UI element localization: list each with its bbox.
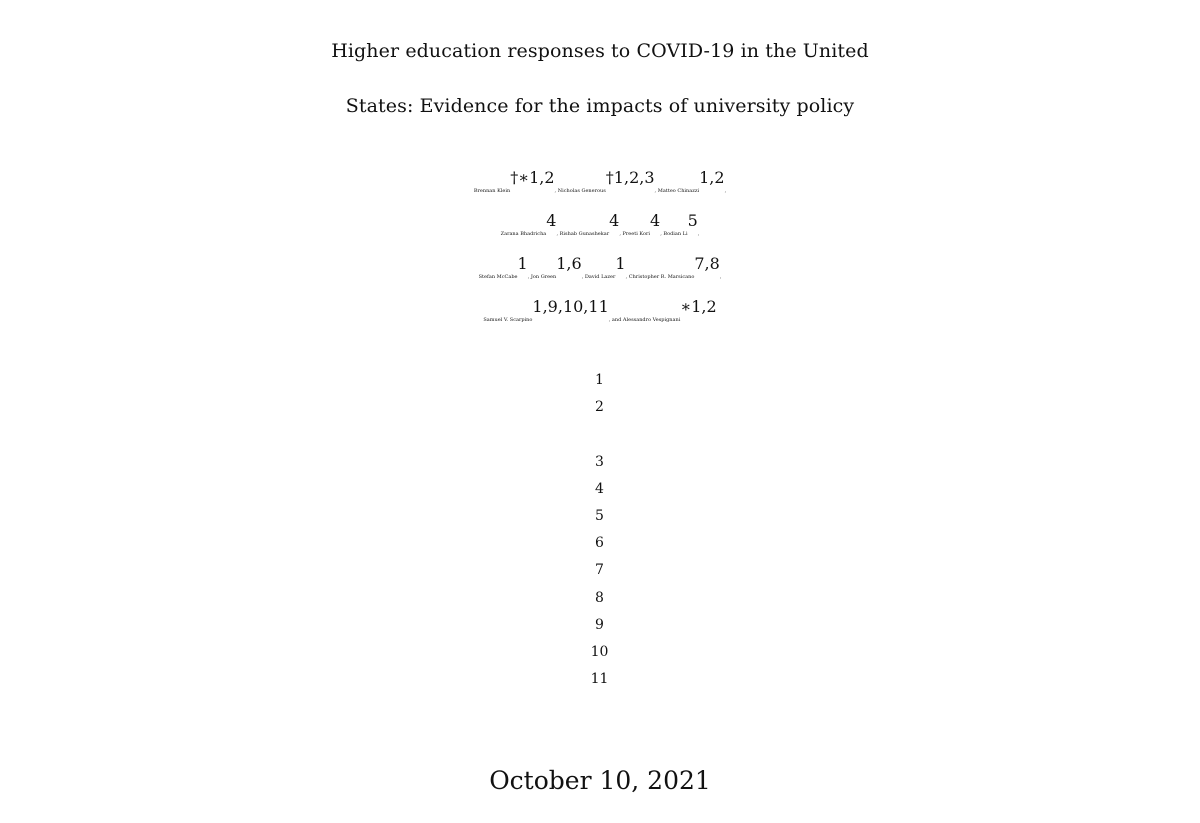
affiliation-number: 3 <box>595 453 604 470</box>
author-affiliation-marks: 1 <box>615 254 626 273</box>
author-name: Preeti Kori <box>622 231 651 237</box>
author-separator: , <box>619 231 623 237</box>
affiliation-number: 8 <box>595 589 604 606</box>
author-affiliation-marks: 4 <box>650 211 661 230</box>
author-name: Christopher R. Marsicano <box>628 274 695 280</box>
affiliation-number: 1 <box>595 372 604 388</box>
author-affiliation-marks: 4 <box>609 211 620 230</box>
affiliation-entry <box>0 671 1200 704</box>
author-name: Jon Green <box>530 274 557 280</box>
author-name: Alessandro Vespignani <box>622 317 681 323</box>
author-separator: , <box>581 274 585 280</box>
author-name: Stefan McCabe <box>478 274 518 280</box>
author-separator: , <box>697 231 700 237</box>
author-name: Matteo Chinazzi <box>657 188 700 194</box>
author-affiliation-marks: †1,2,3 <box>605 168 655 187</box>
author-separator: , <box>660 231 664 237</box>
publication-date: October 10, 2021 <box>489 766 711 795</box>
affiliation-number: 7 <box>595 562 604 579</box>
author-affiliation-marks: 5 <box>687 211 698 230</box>
author-affiliation-marks: 1,2 <box>699 168 725 187</box>
author-affiliation-marks: 7,8 <box>694 254 720 273</box>
affiliation-number: 6 <box>595 535 604 552</box>
author-name: Brennan Klein <box>473 188 511 194</box>
author-name: Samuel V. Scarpino <box>483 317 533 323</box>
affiliation-number: 9 <box>595 616 604 633</box>
author-name: Nicholas Generous <box>557 188 606 194</box>
author-separator: , <box>654 188 658 194</box>
author-affiliation-marks: 1,6 <box>556 254 582 273</box>
author-name: Rishab Gunashekar <box>559 231 610 237</box>
author-line <box>0 256 1200 299</box>
author-name: Bodian Li <box>663 231 688 237</box>
author-separator: , <box>724 188 727 194</box>
author-line <box>0 213 1200 256</box>
author-line <box>0 170 1200 213</box>
author-affiliation-marks: †∗1,2 <box>510 168 555 187</box>
author-separator: , <box>527 274 531 280</box>
author-affiliation-marks: ∗1,2 <box>680 297 717 316</box>
author-list <box>0 170 1200 342</box>
author-affiliation-marks: 1 <box>517 254 528 273</box>
author-separator: , <box>556 231 560 237</box>
affiliation-list <box>0 372 1200 704</box>
author-separator: , <box>625 274 629 280</box>
author-line <box>0 299 1200 342</box>
author-affiliation-marks: 4 <box>546 211 557 230</box>
author-separator: , <box>554 188 558 194</box>
affiliation-number: 2 <box>595 399 604 416</box>
affiliation-number: 4 <box>595 480 604 497</box>
affiliation-entry <box>0 399 1200 432</box>
author-separator: , <box>719 274 722 280</box>
author-affiliation-marks: 1,9,10,11 <box>532 297 609 316</box>
author-separator: , and <box>608 317 623 323</box>
affiliation-number: 11 <box>590 671 609 688</box>
author-name: David Lazer <box>584 274 616 280</box>
title-line: Higher education responses to COVID-19 in the United <box>331 40 869 62</box>
affiliation-number: 5 <box>595 508 604 525</box>
affiliation-number: 10 <box>590 644 609 661</box>
author-name: Zarana Bhadricha <box>500 231 547 237</box>
title-line: States: Evidence for the impacts of university policy <box>345 95 855 117</box>
paper-title <box>0 24 1200 134</box>
